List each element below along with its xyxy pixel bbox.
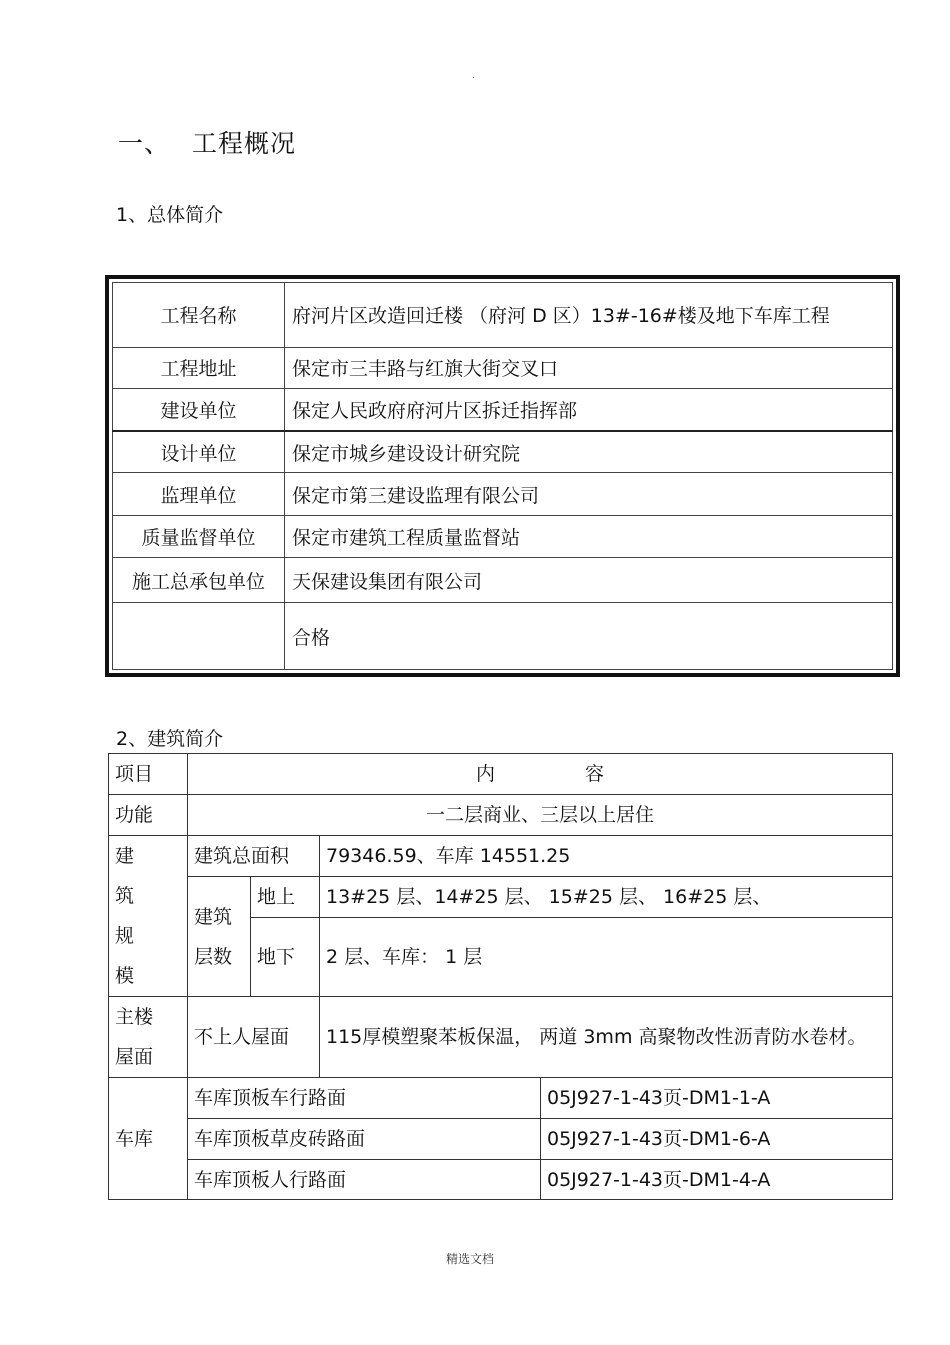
garage-item-name: 车库顶板草皮砖路面 [188,1119,541,1160]
table-row [109,795,893,836]
roof-value: 115厚模塑聚苯板保温， 两道 3mm 高聚物改性沥青防水卷材。 [320,997,893,1078]
row-label: 设计单位 [113,431,285,473]
table-row [109,1160,893,1200]
table-row [113,558,893,603]
table-row [113,603,893,670]
subheading-overview: 1、总体简介 [116,204,224,226]
building-table [108,753,893,1200]
header-content-2: 容 [585,763,605,785]
section-title: 工程概况 [192,129,297,158]
area-label: 建筑总面积 [188,836,320,877]
top-mark: . [472,70,476,81]
scale-label-char: 建 [115,845,135,867]
floors-label-line: 层数 [194,945,233,968]
table-row [113,431,893,473]
section-heading [118,124,296,160]
row-label: 施工总承包单位 [113,558,285,603]
scale-label [109,836,188,997]
function-label: 功能 [109,795,188,836]
scale-label-char: 规 [115,925,135,947]
table-row [113,388,893,430]
table-row [113,473,893,515]
roof-label-line: 主楼 [115,1006,154,1028]
table-row [109,754,893,795]
table-row [113,515,893,557]
table-row [113,283,893,348]
garage-item-code: 05J927-1-43页-DM1-4-A [541,1160,893,1200]
garage-item-name: 车库顶板人行路面 [188,1160,541,1200]
table-row [109,1119,893,1160]
row-value: 合格 [285,603,893,670]
table-row [109,877,893,918]
garage-item-name: 车库顶板车行路面 [188,1078,541,1119]
floors-label [188,877,251,997]
above-value: 13#25 层、14#25 层、 15#25 层、 16#25 层、 [320,877,893,918]
row-value: 保定市建筑工程质量监督站 [285,515,893,557]
subheading-building: 2、建筑简介 [116,728,224,750]
row-label: 监理单位 [113,473,285,515]
table-row [109,997,893,1078]
row-label: 建设单位 [113,388,285,430]
function-value: 一二层商业、三层以上居住 [188,795,893,836]
row-value: 天保建设集团有限公司 [285,558,893,603]
row-value: 保定市第三建设监理有限公司 [285,473,893,515]
area-value: 79346.59、车库 14551.25 [320,836,893,877]
garage-item-code: 05J927-1-43页-DM1-6-A [541,1119,893,1160]
below-value: 2 层、车库： 1 层 [320,918,893,997]
table-row [109,1078,893,1119]
row-label: 工程地址 [113,347,285,388]
page-footer: 精选文档 [446,1252,495,1266]
table-row [109,836,893,877]
row-value: 保定市三丰路与红旗大街交叉口 [285,347,893,388]
row-value: 保定市城乡建设设计研究院 [285,431,893,473]
header-content [188,754,893,795]
overview-table-frame [105,275,900,677]
row-value: 保定人民政府府河片区拆迁指挥部 [285,388,893,430]
garage-label: 车库 [109,1078,188,1200]
roof-label-line: 屋面 [115,1046,154,1068]
floors-label-line: 建筑 [194,905,233,928]
below-label: 地下 [251,918,320,997]
header-content-1: 内 [476,763,496,785]
row-label: 工程名称 [113,283,285,348]
above-label: 地上 [251,877,320,918]
scale-label-char: 筑 [115,885,135,907]
roof-type: 不上人屋面 [188,997,320,1078]
row-label: 质量监督单位 [113,515,285,557]
row-label [113,603,285,670]
roof-label [109,997,188,1078]
scale-label-char: 模 [115,965,135,987]
header-item: 项目 [109,754,188,795]
overview-table [112,282,893,670]
garage-item-code: 05J927-1-43页-DM1-1-A [541,1078,893,1119]
section-number: 一、 [118,129,171,158]
table-row [113,347,893,388]
row-value: 府河片区改造回迁楼 （府河 D 区）13#-16#楼及地下车库工程 [285,283,893,348]
